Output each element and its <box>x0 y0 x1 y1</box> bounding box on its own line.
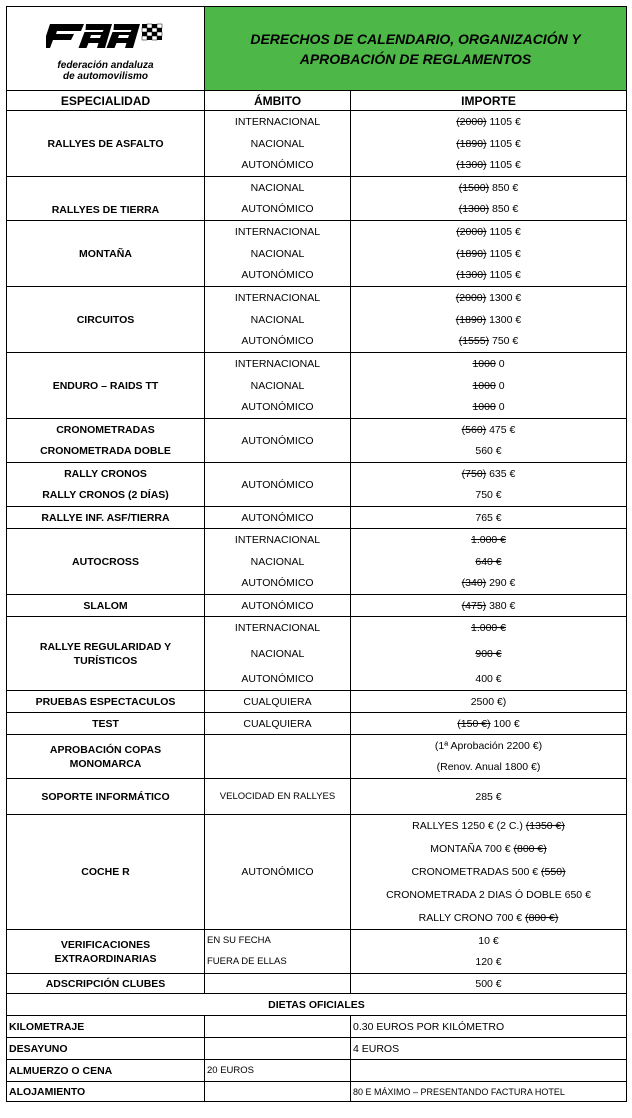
new-price: 1105 € <box>486 247 521 260</box>
old-price: 640 € <box>475 555 502 568</box>
ambito-cell: CUALQUIERA <box>205 691 351 713</box>
importe-cell <box>351 375 627 397</box>
new-price: 0 <box>495 401 505 414</box>
old-price: 1000 <box>472 401 496 414</box>
old-price: (1890) <box>456 247 487 260</box>
table-row <box>7 287 627 309</box>
ambito-cell: NACIONAL <box>205 551 351 573</box>
especialidad-cell: PRUEBAS ESPECTACULOS <box>7 691 205 713</box>
especialidad-cell: RALLY CRONOS <box>7 463 205 485</box>
especialidad-cell: ADSCRIPCIÓN CLUBES <box>7 974 205 994</box>
importe-cell <box>351 155 627 177</box>
table-row <box>7 1082 627 1102</box>
especialidad-cell: SLALOM <box>7 595 205 617</box>
importe-cell: CRONOMETRADA 2 DIAS Ó DOBLE 650 € <box>351 884 627 907</box>
especialidad-line-2: TURÍSTICOS <box>73 654 138 667</box>
table-row <box>7 713 627 735</box>
especialidad-cell: CRONOMETRADAS <box>7 419 205 441</box>
table-row <box>7 419 627 441</box>
ambito-cell: INTERNACIONAL <box>205 617 351 639</box>
ambito-cell: AUTONÓMICO <box>205 199 351 221</box>
importe-cell <box>351 595 627 617</box>
importe-cell: 750 € <box>351 485 627 507</box>
importe-cell <box>351 713 627 735</box>
especialidad-cell: SOPORTE INFORMÁTICO <box>7 779 205 815</box>
new-price: 380 € <box>486 599 516 612</box>
old-price: (1300) <box>456 159 487 172</box>
importe-cell <box>351 177 627 199</box>
col-especialidad: ESPECIALIDAD <box>7 91 205 111</box>
new-price: 850 € <box>489 181 519 194</box>
especialidad-line-2: MONOMARCA <box>69 757 142 770</box>
new-price: 0 <box>495 357 505 370</box>
old-price: 1.000 € <box>470 621 507 634</box>
importe-cell: 285 € <box>351 779 627 815</box>
table-row <box>7 529 627 551</box>
old-price: (1500) <box>458 181 490 194</box>
importe-cell <box>351 331 627 353</box>
importe-cell <box>351 287 627 309</box>
importe-cell <box>351 309 627 331</box>
ambito-cell: AUTONÓMICO <box>205 265 351 287</box>
col-importe: IMPORTE <box>351 91 627 111</box>
importe-cell <box>351 861 627 884</box>
new-price: 1105 € <box>486 225 521 238</box>
ambito-cell: AUTONÓMICO <box>205 463 351 507</box>
dieta-value: 4 EUROS <box>351 1038 627 1060</box>
new-price: 1300 € <box>486 313 522 326</box>
col-ambito: ÁMBITO <box>205 91 351 111</box>
fees-table <box>6 6 627 1102</box>
table-row <box>7 111 627 133</box>
importe-cell <box>351 463 627 485</box>
ambito-cell: NACIONAL <box>205 639 351 669</box>
new-price: 290 € <box>486 577 516 590</box>
especialidad-line-2: EXTRAORDINARIAS <box>54 952 157 965</box>
importe-cell <box>351 551 627 573</box>
dietas-header <box>7 994 627 1016</box>
ambito-cell: AUTONÓMICO <box>205 419 351 463</box>
new-price: MONTAÑA 700 € <box>430 843 514 855</box>
dieta-label: KILOMETRAJE <box>7 1016 205 1038</box>
especialidad-cell: CIRCUITOS <box>7 287 205 353</box>
new-price: 635 € <box>486 467 516 480</box>
ambito-cell: AUTONÓMICO <box>205 331 351 353</box>
old-price: (800 €) <box>525 911 559 924</box>
table-row <box>7 617 627 639</box>
especialidad-line-1: RALLYE REGULARIDAD Y <box>39 640 172 653</box>
importe-cell <box>351 353 627 375</box>
importe-cell <box>351 221 627 243</box>
table-row <box>7 221 627 243</box>
old-price: (2000) <box>456 225 487 238</box>
old-price: (340) <box>461 577 487 590</box>
table-row <box>7 463 627 485</box>
importe-cell: 400 € <box>351 669 627 691</box>
new-price: 0 <box>495 379 505 392</box>
especialidad-cell <box>7 930 205 974</box>
old-price: (1555) <box>458 335 490 348</box>
table-row <box>7 1038 627 1060</box>
importe-cell: 765 € <box>351 507 627 529</box>
old-price: (2000) <box>456 115 487 128</box>
especialidad-line-1: APROBACIÓN COPAS <box>49 743 162 756</box>
old-price: (2000) <box>455 291 487 304</box>
fees-document <box>6 6 626 1102</box>
importe-cell <box>351 265 627 287</box>
table-row <box>7 974 627 994</box>
importe-cell <box>351 907 627 930</box>
old-price: (750) <box>461 467 487 480</box>
table-row <box>7 815 627 838</box>
old-price: (475) <box>461 599 487 612</box>
title-line-1: DERECHOS DE CALENDARIO, ORGANIZACIÓN Y <box>250 30 581 47</box>
ambito-cell <box>205 974 351 994</box>
new-price: CRONOMETRADAS 500 € <box>411 866 542 878</box>
importe-cell <box>351 573 627 595</box>
new-price: 1105 € <box>486 269 521 282</box>
table-row <box>7 779 627 815</box>
dieta-middle: 20 EUROS <box>205 1060 351 1082</box>
especialidad-cell: ENDURO – RAIDS TT <box>7 353 205 419</box>
title-line-2: APROBACIÓN DE REGLAMENTOS <box>299 50 532 67</box>
old-price: (150 €) <box>457 717 491 730</box>
dieta-value <box>351 1060 627 1082</box>
table-row <box>7 1060 627 1082</box>
especialidad-cell <box>7 735 205 779</box>
especialidad-cell: RALLY CRONOS (2 DÍAS) <box>7 485 205 507</box>
importe-cell <box>351 199 627 221</box>
ambito-cell: INTERNACIONAL <box>205 353 351 375</box>
ambito-cell: INTERNACIONAL <box>205 287 351 309</box>
ambito-cell: AUTONÓMICO <box>205 595 351 617</box>
ambito-cell: EN SU FECHA <box>205 930 351 952</box>
dietas-title: DIETAS OFICIALES <box>7 994 627 1016</box>
ambito-cell: INTERNACIONAL <box>205 221 351 243</box>
old-price: (1350 €) <box>525 820 565 833</box>
dieta-middle <box>205 1082 351 1102</box>
importe-cell <box>351 397 627 419</box>
importe-cell: 10 € <box>351 930 627 952</box>
especialidad-cell: RALLYE INF. ASF/TIERRA <box>7 507 205 529</box>
ambito-cell <box>205 735 351 779</box>
old-price: 1000 <box>472 379 496 392</box>
ambito-cell: NACIONAL <box>205 375 351 397</box>
new-price: 1105 € <box>486 115 521 128</box>
new-price: 750 € <box>489 335 519 348</box>
old-price: 1.000 € <box>470 533 507 546</box>
table-row <box>7 1016 627 1038</box>
dieta-middle <box>205 1038 351 1060</box>
importe-cell: (1ª Aprobación 2200 €) <box>351 735 627 757</box>
old-price: 900 € <box>475 647 502 660</box>
ambito-cell: AUTONÓMICO <box>205 573 351 595</box>
especialidad-cell <box>7 617 205 691</box>
table-row <box>7 930 627 952</box>
dieta-label: DESAYUNO <box>7 1038 205 1060</box>
new-price: 1105 € <box>486 137 521 150</box>
importe-cell: 120 € <box>351 952 627 974</box>
faa-logo-icon <box>46 18 166 56</box>
old-price: (560) <box>461 423 487 436</box>
document-header <box>7 7 627 91</box>
document-title <box>205 7 627 91</box>
importe-cell <box>351 617 627 639</box>
table-row <box>7 691 627 713</box>
importe-cell <box>351 815 627 838</box>
new-price: 1105 € <box>486 159 521 172</box>
importe-cell <box>351 529 627 551</box>
especialidad-cell: CRONOMETRADA DOBLE <box>7 441 205 463</box>
logo-line-2: de automovilismo <box>62 70 148 82</box>
table-row <box>7 595 627 617</box>
importe-cell <box>351 838 627 861</box>
especialidad-line-1: VERIFICACIONES <box>60 938 151 951</box>
old-price: (550) <box>541 866 566 878</box>
new-price: 100 € <box>490 717 520 730</box>
dieta-value: 80 E MÁXIMO – PRESENTANDO FACTURA HOTEL <box>351 1082 627 1102</box>
table-row <box>7 735 627 757</box>
especialidad-cell: MONTAÑA <box>7 221 205 287</box>
old-price: (1300) <box>458 203 490 216</box>
ambito-cell: NACIONAL <box>205 177 351 199</box>
especialidad-cell: RALLYES DE TIERRA <box>7 177 205 221</box>
ambito-cell: VELOCIDAD EN RALLYES <box>205 779 351 815</box>
dieta-middle <box>205 1016 351 1038</box>
ambito-cell: AUTONÓMICO <box>205 669 351 691</box>
ambito-cell: FUERA DE ELLAS <box>205 952 351 974</box>
importe-cell <box>351 133 627 155</box>
new-price: 475 € <box>486 423 516 436</box>
ambito-cell: CUALQUIERA <box>205 713 351 735</box>
ambito-cell: AUTONÓMICO <box>205 507 351 529</box>
importe-cell <box>351 419 627 441</box>
ambito-cell: INTERNACIONAL <box>205 529 351 551</box>
importe-cell: (Renov. Anual 1800 €) <box>351 757 627 779</box>
dieta-label: ALOJAMIENTO <box>7 1082 205 1102</box>
old-price: (1300) <box>456 269 487 282</box>
dieta-value: 0.30 EUROS POR KILÓMETRO <box>351 1016 627 1038</box>
ambito-cell: INTERNACIONAL <box>205 111 351 133</box>
ambito-cell: NACIONAL <box>205 243 351 265</box>
new-price: RALLY CRONO 700 € <box>418 911 526 924</box>
ambito-cell: NACIONAL <box>205 133 351 155</box>
old-price: (1890) <box>456 137 487 150</box>
ambito-cell: AUTONÓMICO <box>205 155 351 177</box>
new-price: 850 € <box>489 203 519 216</box>
old-price: (800 €) <box>513 843 547 855</box>
importe-cell: 2500 €) <box>351 691 627 713</box>
old-price: (1890) <box>455 313 487 326</box>
new-price: 1300 € <box>486 291 522 304</box>
importe-cell <box>351 639 627 669</box>
especialidad-cell: TEST <box>7 713 205 735</box>
especialidad-cell: COCHE R <box>7 815 205 930</box>
dieta-label: ALMUERZO O CENA <box>7 1060 205 1082</box>
logo-line-1: federación andaluza <box>57 59 154 71</box>
new-price: RALLYES 1250 € (2 C.) <box>412 820 526 833</box>
especialidad-cell: AUTOCROSS <box>7 529 205 595</box>
table-row <box>7 177 627 199</box>
table-row <box>7 353 627 375</box>
ambito-cell: NACIONAL <box>205 309 351 331</box>
column-headers <box>7 91 627 111</box>
importe-cell <box>351 243 627 265</box>
importe-cell: 560 € <box>351 441 627 463</box>
old-price: 1000 <box>472 357 496 370</box>
importe-cell: 500 € <box>351 974 627 994</box>
especialidad-cell: RALLYES DE ASFALTO <box>7 111 205 177</box>
importe-cell <box>351 111 627 133</box>
ambito-cell: AUTONÓMICO <box>205 815 351 930</box>
ambito-cell: AUTONÓMICO <box>205 397 351 419</box>
table-row <box>7 507 627 529</box>
logo <box>7 7 205 91</box>
